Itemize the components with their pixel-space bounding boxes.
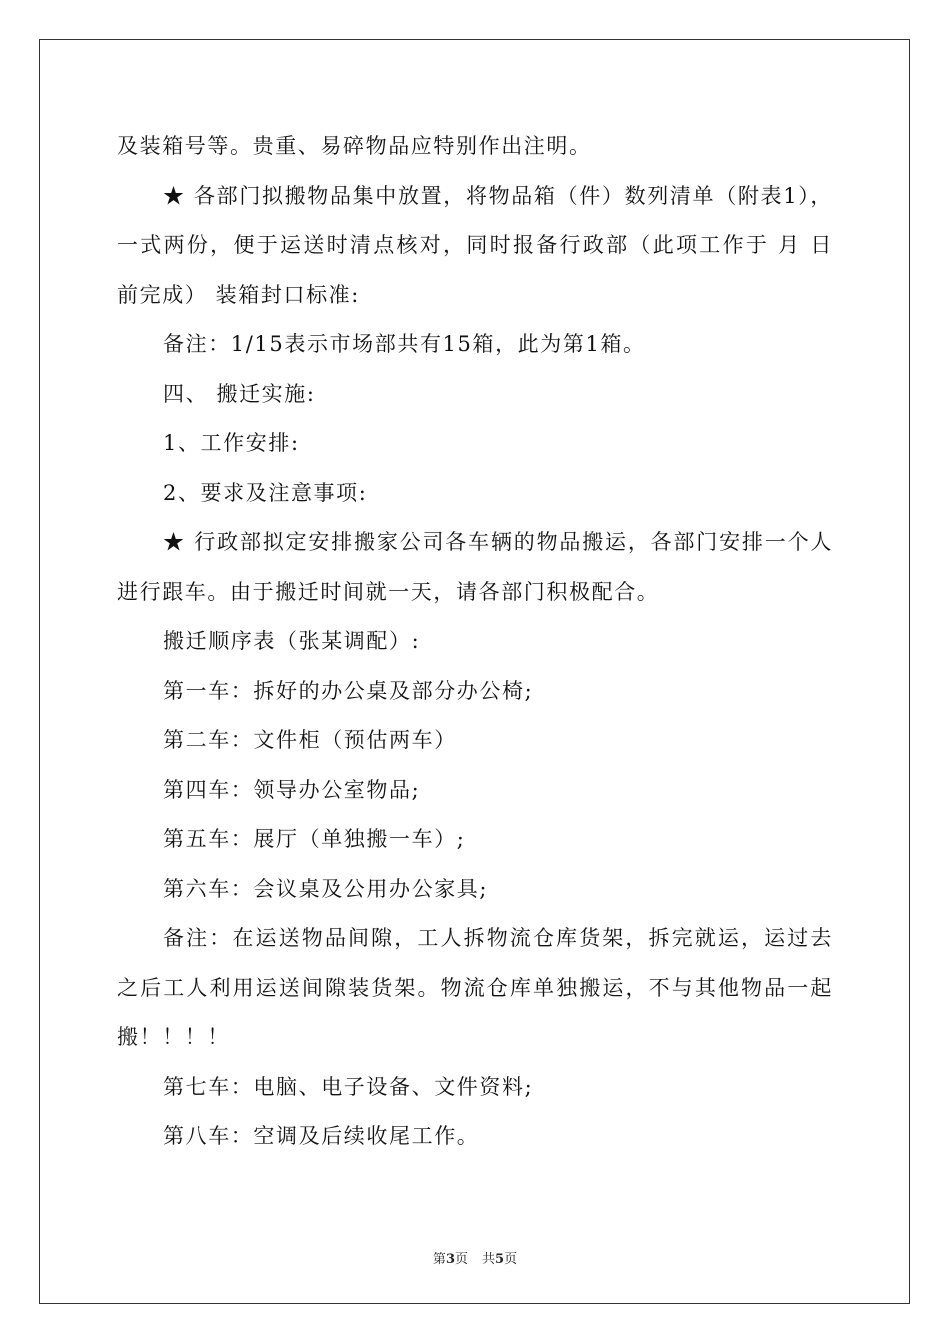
truck-1: 第一车：拆好的办公桌及部分办公椅; bbox=[163, 678, 534, 703]
truck-2: 第二车：文件柜（预估两车） bbox=[163, 728, 457, 752]
moving-order-title: 搬迁顺序表（张某调配）: bbox=[163, 629, 421, 653]
paragraph-3: 备注：1/15表示市场部共有15箱，此为第1箱。 bbox=[163, 332, 646, 356]
subheading-work-arrangement: 1、工作安排: bbox=[163, 431, 300, 455]
note-paragraph: 备注：在运送物品间隙，工人拆物流仓库货架，拆完就运，运过去之后工人利用运送间隙装货架。物流仓库单独搬运，不与其他物品一起搬！！！！ bbox=[117, 926, 833, 1049]
paragraph-7: ★ 行政部拟定安排搬家公司各车辆的物品搬运，各部门安排一个人进行跟车。由于搬迁时间就一天，请各部门积极配合。 bbox=[117, 530, 833, 604]
paragraph-2: ★ 各部门拟搬物品集中放置，将物品箱（件）数列清单（附表1），一式两份，便于运送时清点核对，同时报备行政部（此项工作于 月 日 前完成） 装箱封口标准: bbox=[117, 183, 833, 307]
truck-5: 第五车：展厅（单独搬一车）; bbox=[163, 827, 466, 851]
subheading-requirements: 2、要求及注意事项: bbox=[163, 480, 368, 505]
total-prefix: 共 bbox=[482, 1252, 496, 1267]
document-body bbox=[117, 122, 833, 1162]
total-suffix: 页 bbox=[504, 1252, 518, 1267]
page-suffix: 页 bbox=[454, 1252, 468, 1267]
truck-8: 第八车：空调及后续收尾工作。 bbox=[163, 1124, 480, 1148]
page-prefix: 第 bbox=[432, 1252, 446, 1267]
truck-4: 第四车：领导办公室物品; bbox=[163, 777, 421, 802]
page-total: 5 bbox=[495, 1252, 505, 1267]
truck-7: 第七车：电脑、电子设备、文件资料; bbox=[163, 1074, 534, 1099]
page-footer bbox=[0, 1248, 950, 1267]
section-heading-4: 四、 搬迁实施: bbox=[163, 381, 316, 406]
truck-6: 第六车：会议桌及公用办公家具; bbox=[163, 876, 489, 901]
page-current: 3 bbox=[445, 1252, 455, 1267]
paragraph-1: 及装箱号等。贵重、易碎物品应特别作出注明。 bbox=[117, 134, 592, 158]
